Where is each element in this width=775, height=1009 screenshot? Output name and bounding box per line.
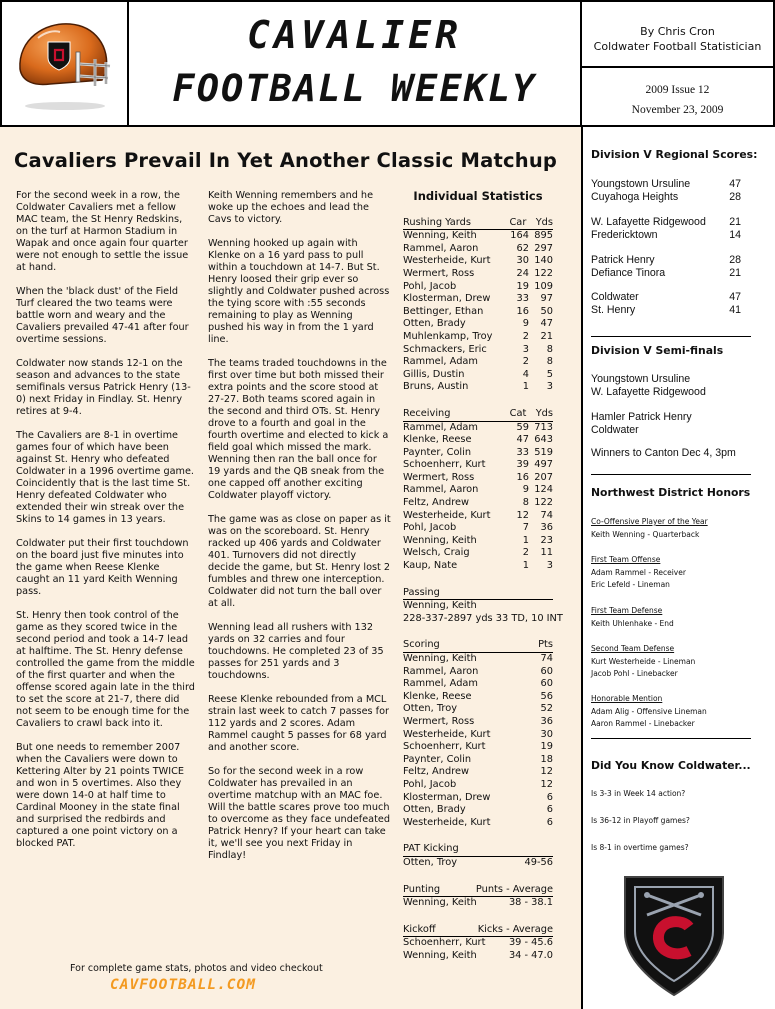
stat-value: 3: [546, 560, 553, 572]
divider: [591, 474, 751, 475]
team-name: Coldwater: [591, 291, 639, 303]
player-name: Feltz, Andrew: [403, 497, 470, 509]
scoring-stats: [403, 639, 553, 829]
team-name: St. Henry: [591, 303, 636, 316]
stat-value: 62: [516, 242, 529, 254]
punting-row: [403, 897, 553, 910]
stat-value: 4: [522, 368, 529, 380]
punting-header: [403, 884, 553, 898]
team-name: Cuyahoga Heights: [591, 190, 679, 203]
stat-value: 1: [522, 534, 529, 546]
divider: [591, 336, 751, 337]
stat-value: 1: [522, 381, 529, 393]
article-paragraph: Coldwater now stands 12-1 on the season and advances to the state semifinals versus Patrick Henry (13-0) next Friday in Findlay. St. Henry retires at 9-4.: [16, 358, 191, 417]
team-score-row: [591, 178, 741, 191]
stat-row: [403, 344, 553, 357]
article-column-1: [16, 190, 196, 862]
stat-value: 39 - 45.6: [508, 937, 553, 949]
honor-group: [591, 516, 771, 541]
stat-value: 18: [540, 753, 553, 765]
helmet-icon: [10, 14, 120, 114]
pat-label: PAT Kicking: [403, 843, 459, 855]
player-name: Pohl, Jacob: [403, 778, 457, 790]
player-name: Muhlenkamp, Troy: [403, 330, 493, 342]
stat-row: [403, 937, 553, 950]
team-score-row: [591, 229, 741, 242]
helmet-logo-cell: [2, 2, 129, 125]
scoring-col-pts: Pts: [538, 639, 553, 651]
score-pair: [591, 216, 741, 241]
player-name: Westerheide, Kurt: [403, 255, 491, 267]
article-headline: Cavaliers Prevail In Yet Another Classic Matchup: [14, 149, 558, 172]
player-name: Rammel, Aaron: [403, 665, 479, 677]
team-score-row: [591, 304, 741, 317]
player-name: Klenke, Reese: [403, 690, 472, 702]
stat-value: 21: [540, 330, 553, 342]
stat-row: [403, 716, 553, 729]
stat-row: [403, 741, 553, 754]
receiving-rows: [403, 422, 553, 573]
stat-row: [403, 817, 553, 830]
player-name: Bruns, Austin: [403, 381, 469, 393]
stat-row: [403, 950, 553, 963]
pat-row: [403, 857, 553, 870]
stat-row: [403, 422, 553, 435]
honor-player: Kurt Westerheide - Lineman: [591, 656, 696, 666]
player-name: Kaup, Nate: [403, 560, 458, 572]
player-name: Wenning, Keith: [403, 949, 477, 961]
stat-row: [403, 472, 553, 485]
stat-row: [403, 510, 553, 523]
stat-value: 19: [540, 741, 553, 753]
stat-row: [403, 268, 553, 281]
stat-row: [403, 331, 553, 344]
stat-value: 74: [540, 653, 553, 664]
stat-value: 124: [534, 484, 553, 496]
stat-row: [403, 678, 553, 691]
stat-value: 9: [522, 484, 529, 496]
stat-row: [403, 318, 553, 331]
stat-value: 5: [546, 368, 553, 380]
article-paragraph: Wenning hooked up again with Klenke on a 16 yard pass to pull within a touchdown at 14-7. But St. Henry loosed their grip ever so slightly and Coldwater pushed across the tying score with :55 seconds remaining to play as Wenning pushed his way in from the 1 yard line.: [208, 238, 390, 345]
honor-group: [591, 554, 771, 592]
stat-value: 6: [546, 804, 553, 816]
team-score: 41: [729, 303, 741, 316]
scoring-header: [403, 639, 553, 653]
score-pair: [591, 254, 741, 279]
stat-value: 12: [516, 509, 529, 521]
team-score-row: [591, 216, 741, 229]
player-name: Bettinger, Ethan: [403, 305, 484, 317]
player-name: Westerheide, Kurt: [403, 728, 491, 740]
receiving-stats: [403, 408, 553, 573]
stat-row: [403, 281, 553, 294]
honor-group: [591, 605, 771, 630]
article-paragraph: For the second week in a row, the Coldwater Cavaliers met a fellow MAC team, the St Henry Redskins, on the turf at Harmon Stadium in Wapak and once again four quarter were not enough to settle the issue at hand.: [16, 190, 189, 273]
player-name: Welsch, Craig: [403, 547, 470, 559]
stat-row: [403, 547, 553, 560]
stat-value: 33: [516, 446, 529, 458]
stat-row: [403, 243, 553, 256]
stat-value: 30: [540, 728, 553, 740]
team-name: Fredericktown: [591, 228, 658, 241]
stat-row: [403, 560, 553, 573]
stat-value: 2: [522, 547, 529, 559]
player-name: Pohl, Jacob: [403, 280, 457, 292]
divider: [591, 738, 751, 739]
honor-category: Co-Offensive Player of the Year: [591, 517, 708, 526]
player-name: Rammel, Adam: [403, 356, 478, 368]
player-name: Schmackers, Eric: [403, 343, 487, 355]
scoring-rows: [403, 653, 553, 829]
player-name: Wermert, Ross: [403, 715, 475, 727]
stat-row: [403, 754, 553, 767]
punting-col: Punts - Average: [475, 883, 553, 895]
stat-value: 16: [516, 305, 529, 317]
stat-row: [403, 484, 553, 497]
stat-value: 109: [534, 280, 553, 292]
semifinals-note: Winners to Canton Dec 4, 3pm: [591, 447, 736, 459]
stat-row: [403, 766, 553, 779]
player-name: Feltz, Andrew: [403, 766, 470, 778]
stat-row: [403, 729, 553, 742]
stat-value: 33: [516, 293, 529, 305]
stat-row: [403, 293, 553, 306]
article-paragraph: St. Henry then took control of the game as they scored twice in the second period and took a 14-7 lead at halftime. The St. Henry defense controlled the game from the middle of the first quarter and when the offense scored again late in the third to set the score at 21-7, there did not seem to be enough time for the Cavaliers to crawl back into it.: [16, 610, 195, 729]
player-name: Otten, Troy: [403, 703, 458, 715]
stat-value: 59: [516, 421, 529, 433]
kickoff-stats: [403, 924, 553, 963]
stat-value: 2: [522, 356, 529, 368]
team-score-row: [591, 267, 741, 280]
semifinals-title: Division V Semi-finals: [591, 344, 724, 357]
cavalier-shield-logo: [621, 871, 727, 999]
punting-name: Wenning, Keith: [403, 897, 477, 909]
honor-category: First Team Defense: [591, 606, 663, 615]
author-role: Coldwater Football Statistician: [593, 40, 762, 53]
pat-stats: [403, 843, 553, 869]
issue-date: November 23, 2009: [631, 104, 724, 116]
stat-value: 74: [540, 509, 553, 521]
score-pair: [591, 178, 741, 203]
stat-value: 3: [522, 343, 529, 355]
rushing-stats: [403, 217, 553, 394]
byline-box: [582, 2, 773, 68]
district-honors-title: Northwest District Honors: [591, 486, 751, 499]
rushing-rows: [403, 230, 553, 394]
article-paragraph: When the 'black dust' of the Field Turf cleared the two teams were battle worn and weary and the Cavaliers prevailed 47-41 after four overtime sessions.: [16, 286, 189, 345]
team-score-row: [591, 191, 741, 204]
stat-value: 36: [540, 522, 553, 534]
stat-value: 895: [534, 230, 553, 242]
honor-player: Keith Uhlenhake - End: [591, 618, 674, 628]
issue-box: [582, 68, 773, 125]
team-score: 28: [729, 190, 741, 203]
individual-statistics: [403, 189, 563, 976]
stat-row: [403, 230, 553, 243]
author-name: By Chris Cron: [640, 25, 715, 38]
player-name: Wenning, Keith: [403, 230, 477, 242]
stat-row: [403, 434, 553, 447]
player-name: Westerheide, Kurt: [403, 509, 491, 521]
stat-value: 122: [534, 497, 553, 509]
article-paragraph: Reese Klenke rebounded from a MCL strain last week to catch 7 passes for 112 yards and 2 scores. Adam Rammel caught 5 passes for 68 yard and another score.: [208, 694, 390, 753]
stat-value: 50: [540, 305, 553, 317]
team-score-row: [591, 254, 741, 267]
stat-value: 297: [534, 242, 553, 254]
player-name: Rammel, Adam: [403, 421, 478, 433]
article-column-2: [208, 190, 391, 874]
stat-value: 122: [534, 267, 553, 279]
stat-value: 2: [522, 330, 529, 342]
player-name: Paynter, Colin: [403, 753, 472, 765]
article-paragraph: Coldwater put their first touchdown on the board just five minutes into the game when Reese Klenke caught an 11 yard Keith Wenning pass.: [16, 538, 189, 597]
player-name: Schoenherr, Kurt: [403, 741, 486, 753]
team-name: Youngstown Ursuline: [591, 178, 691, 190]
stat-row: [403, 369, 553, 382]
stat-value: 24: [516, 267, 529, 279]
passing-header: [403, 587, 553, 601]
stat-value: 47: [516, 434, 529, 446]
kickoff-rows: [403, 937, 553, 962]
passing-line: 228-337-2897 yds 33 TD, 10 INT: [403, 612, 563, 624]
team-name: Coldwater: [591, 423, 639, 436]
stat-row: [403, 306, 553, 319]
stat-value: 60: [540, 665, 553, 677]
pat-name: Otten, Troy: [403, 856, 458, 868]
sidebar: [581, 127, 775, 1009]
stat-row: [403, 779, 553, 792]
stat-value: 1: [522, 560, 529, 572]
player-name: Wenning, Keith: [403, 653, 477, 664]
player-name: Wermert, Ross: [403, 471, 475, 483]
player-name: Klenke, Reese: [403, 434, 472, 446]
pat-header: [403, 843, 553, 857]
honor-player: Aaron Rammel - Linebacker: [591, 719, 695, 728]
stat-value: 39: [516, 459, 529, 471]
stat-value: 19: [516, 280, 529, 292]
masthead: [0, 0, 775, 127]
stat-row: [403, 381, 553, 394]
player-name: Gillis, Dustin: [403, 368, 465, 380]
team-score: 14: [729, 228, 741, 241]
receiving-col-cat: Cat: [509, 407, 527, 419]
stat-value: 7: [522, 522, 529, 534]
stat-row: [403, 522, 553, 535]
punting-value: 38 - 38.1: [508, 897, 553, 909]
article-paragraph: So for the second week in a row Coldwater has prevailed in an overtime matchup with an MAC foe. Will the battle scares prove too much to overcome as they face undefeated Patrick Henry? If your heart can take it, we'll see you next Friday in Findlay!: [208, 766, 391, 861]
stat-value: 207: [534, 471, 553, 483]
honor-category: Honorable Mention: [591, 694, 663, 703]
stat-value: 47: [540, 318, 553, 330]
stat-value: 16: [516, 471, 529, 483]
title-line-2: FOOTBALL WEEKLY: [172, 67, 537, 110]
player-name: Schoenherr, Kurt: [403, 937, 486, 949]
stat-value: 8: [522, 497, 529, 509]
did-you-know-fact: Is 3-3 in Week 14 action?: [591, 789, 686, 798]
passing-stats: [403, 586, 563, 626]
stat-row: [403, 459, 553, 472]
stat-value: 6: [546, 791, 553, 803]
stat-row: [403, 255, 553, 268]
article-paragraph: But one needs to remember 2007 when the Cavaliers were down to Kettering Alter by 21 points TWICE and won in 5 overtimes. Also they were down 14-0 at half time to Cardinal Mooney in the state final and surprised the redbirds and captured a one point victory on a blocked PAT.: [16, 742, 185, 849]
kickoff-col: Kicks - Average: [477, 923, 553, 935]
team-name: Hamler Patrick Henry: [591, 411, 692, 423]
player-name: Otten, Brady: [403, 804, 466, 816]
article-paragraph: The Cavaliers are 8-1 in overtime games four of which have been against St. Henry who defeated Coldwater in a 1996 overtime game. Coincidently that is the last time St. Henry defeated Coldwater who extended their win streak over the Skins to 14 games in 13 years.: [16, 430, 195, 525]
stat-value: 8: [546, 343, 553, 355]
pat-value: 49-56: [524, 856, 553, 868]
stat-value: 140: [534, 255, 553, 267]
punting-label: Punting: [403, 883, 441, 895]
stat-value: 519: [534, 446, 553, 458]
stat-value: 36: [540, 715, 553, 727]
rushing-col-yds: Yds: [535, 216, 553, 228]
stat-value: 8: [546, 356, 553, 368]
kickoff-label: Kickoff: [403, 923, 436, 935]
stat-value: 713: [534, 421, 553, 433]
punting-stats: [403, 884, 553, 910]
team-name: Youngstown Ursuline: [591, 373, 691, 385]
player-name: Wenning, Keith: [403, 534, 477, 546]
stat-row: [403, 804, 553, 817]
stat-value: 6: [546, 816, 553, 828]
kickoff-header: [403, 924, 553, 938]
stat-value: 643: [534, 434, 553, 446]
team-name: W. Lafayette Ridgewood: [591, 216, 706, 228]
stat-row: [403, 703, 553, 716]
stat-value: 30: [516, 255, 529, 267]
player-name: Rammel, Adam: [403, 678, 478, 690]
player-name: Rammel, Aaron: [403, 484, 479, 496]
honor-category: Second Team Defense: [591, 644, 675, 653]
stat-value: 164: [510, 230, 529, 242]
team-score: 47: [729, 291, 741, 303]
scoring-label: Scoring: [403, 639, 440, 651]
stat-row: [403, 356, 553, 369]
article-paragraph: The teams traded touchdowns in the first over time but both missed their extra points and the score stood at 27-27. Both teams scored again in the second and third OTs. St. Henry drove to a fourth and goal in the fourth overtime and elected to kick a field goal which missed the mark. Wenning then ran the ball once for 19 yards and the QB sneak from the one capped off another exciting Coldwater playoff victory.: [208, 358, 389, 501]
player-name: Schoenherr, Kurt: [403, 459, 486, 471]
team-name: Patrick Henry: [591, 254, 655, 266]
stat-value: 56: [540, 690, 553, 702]
team-score: 28: [729, 254, 741, 266]
team-score-row: [591, 291, 741, 304]
player-name: Rammel, Aaron: [403, 242, 479, 254]
receiving-header: [403, 408, 553, 422]
article-paragraph: The game was as close on paper as it was on the scoreboard. St. Henry racked up 406 yards and Coldwater 401. Turnovers did not directly decide the game, but St. Henry lost 2 fumbles and threw one interception. Coldwater did not turn the ball over at all.: [208, 514, 391, 609]
stat-value: 97: [540, 293, 553, 305]
stat-value: 12: [540, 778, 553, 790]
honor-player: Adam Alig - Offensive Lineman: [591, 706, 707, 716]
honor-category: First Team Offense: [591, 555, 661, 564]
regional-scores-title: Division V Regional Scores:: [591, 148, 758, 161]
passing-label: Passing: [403, 586, 440, 598]
team-score: 21: [729, 216, 741, 228]
player-name: Paynter, Colin: [403, 446, 472, 458]
honor-player: Keith Wenning - Quarterback: [591, 529, 700, 539]
receiving-label: Receiving: [403, 407, 451, 419]
team-name: W. Lafayette Ridgewood: [591, 385, 706, 398]
article-paragraph: Wenning lead all rushers with 132 yards on 32 carries and four touchdowns. He completed 23 of 35 passes for 251 yards and 3 touchdowns.: [208, 622, 384, 681]
honor-group: [591, 693, 771, 731]
stat-row: [403, 666, 553, 679]
stat-row: [403, 792, 553, 805]
stat-value: 52: [540, 703, 553, 715]
stat-row: [403, 535, 553, 548]
stat-value: 12: [540, 766, 553, 778]
footer-note: For complete game stats, photos and video checkout: [70, 963, 323, 974]
title-line-1: CAVALIER: [246, 13, 463, 57]
stat-row: [403, 691, 553, 704]
honor-player: Eric Lefeld - Lineman: [591, 580, 670, 589]
did-you-know-title: Did You Know Coldwater...: [591, 759, 751, 772]
stat-row: [403, 653, 553, 666]
honor-player: Jacob Pohl - Linebacker: [591, 669, 678, 678]
newsletter-title: [129, 2, 582, 125]
player-name: Pohl, Jacob: [403, 522, 457, 534]
team-score: 47: [729, 178, 741, 190]
player-name: Klosterman, Drew: [403, 791, 491, 803]
stat-value: 3: [546, 381, 553, 393]
semifinal-matchup: [591, 411, 771, 436]
team-name: Defiance Tinora: [591, 266, 666, 279]
did-you-know-fact: Is 8-1 in overtime games?: [591, 843, 689, 852]
stat-value: 34 - 47.0: [508, 949, 553, 961]
stats-title: Individual Statistics: [413, 189, 543, 203]
honor-player: Adam Rammel - Receiver: [591, 567, 686, 577]
website-link[interactable]: CAVFOOTBALL.COM: [110, 977, 256, 993]
rushing-header: [403, 217, 553, 231]
receiving-col-yds: Yds: [535, 407, 553, 419]
main-article-area: [0, 127, 581, 1009]
player-name: Klosterman, Drew: [403, 293, 491, 305]
stat-row: [403, 497, 553, 510]
stat-value: 11: [540, 547, 553, 559]
semifinal-matchup: [591, 373, 771, 398]
player-name: Otten, Brady: [403, 318, 466, 330]
team-score: 21: [729, 266, 741, 279]
rushing-col-car: Car: [509, 216, 527, 228]
stat-value: 23: [540, 534, 553, 546]
score-pair: [591, 291, 741, 316]
stat-value: 497: [534, 459, 553, 471]
stat-value: 60: [540, 678, 553, 690]
did-you-know-fact: Is 36-12 in Playoff games?: [591, 816, 690, 825]
passing-name: Wenning, Keith: [403, 600, 477, 612]
article-paragraph: Keith Wenning remembers and he woke up the echoes and lead the Cavs to victory.: [208, 190, 374, 225]
player-name: Wermert, Ross: [403, 267, 475, 279]
honor-group: [591, 643, 771, 681]
player-name: Westerheide, Kurt: [403, 816, 491, 828]
stat-row: [403, 447, 553, 460]
rushing-label: Rushing Yards: [403, 216, 471, 228]
stat-value: 9: [522, 318, 529, 330]
issue-number: 2009 Issue 12: [645, 84, 710, 96]
